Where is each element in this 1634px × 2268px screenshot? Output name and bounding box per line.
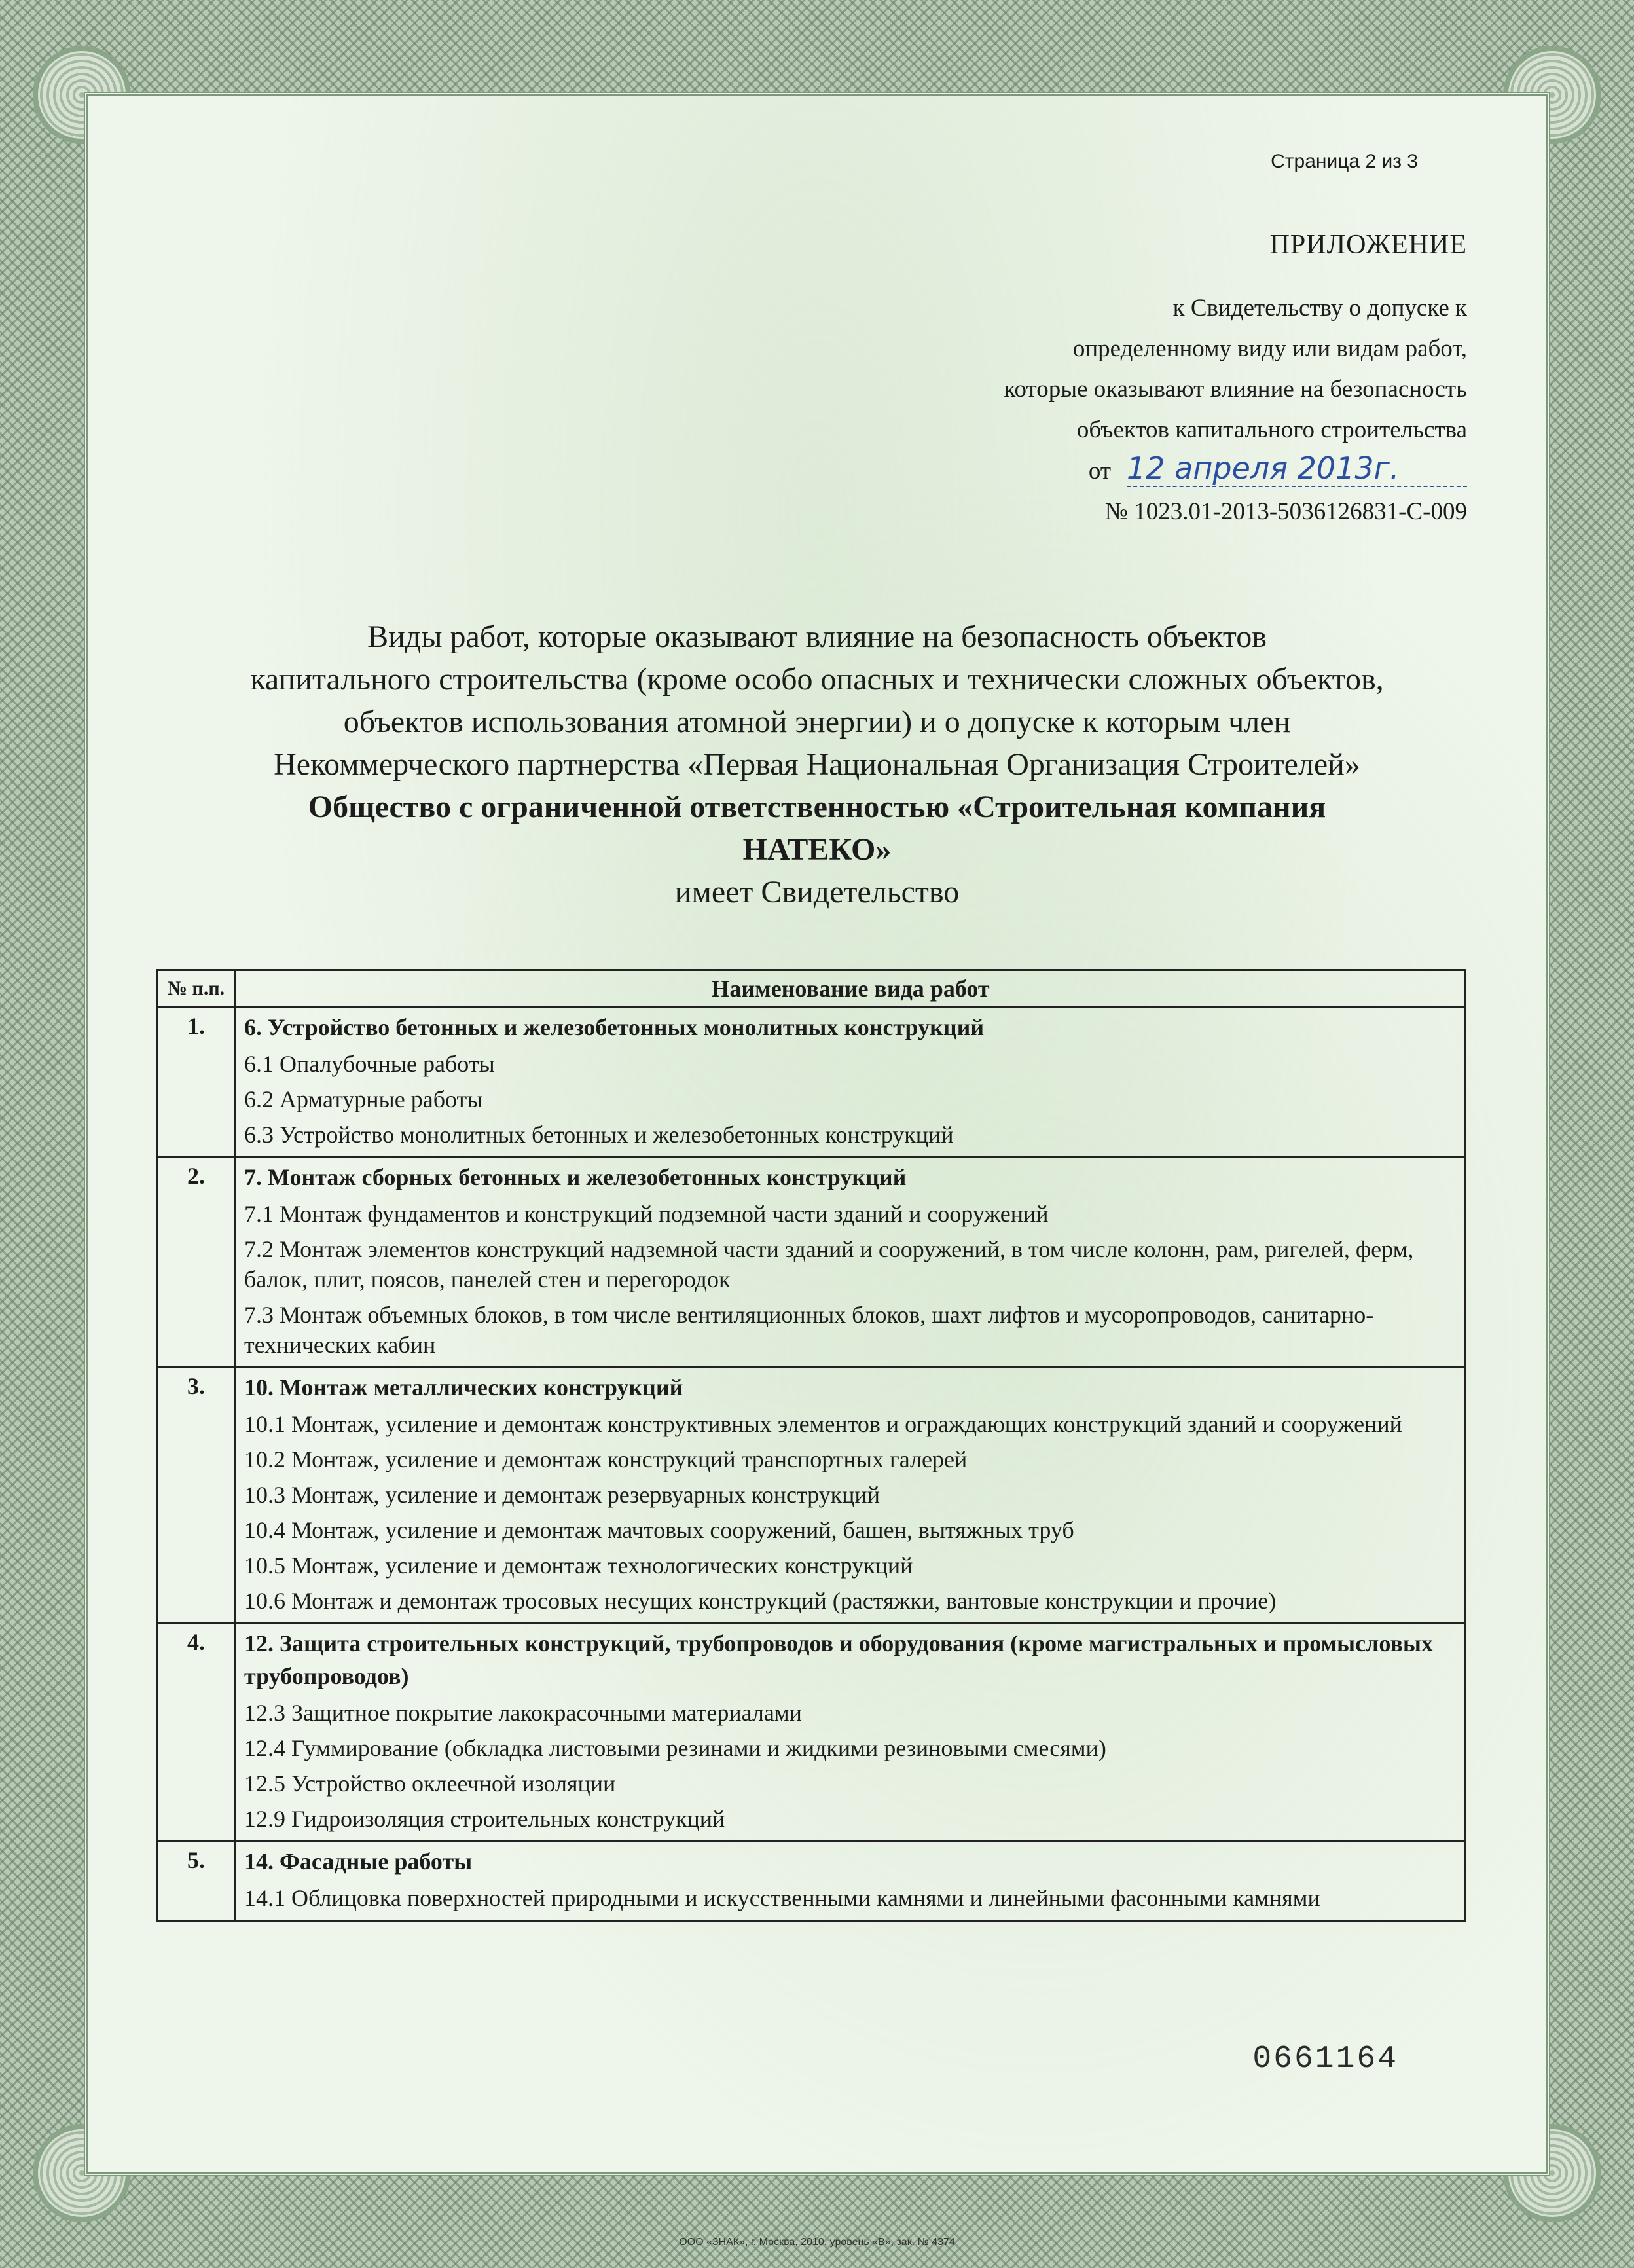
work-item: 6.2 Арматурные работы <box>244 1086 483 1112</box>
table-row <box>157 1368 1466 1624</box>
row-content <box>236 1368 1466 1624</box>
company-name-line2: НАТЕКО» <box>742 832 892 867</box>
works-table <box>156 969 1466 1922</box>
handwritten-date: 12 апреля 2013г. <box>1127 450 1467 487</box>
work-item: 12.4 Гуммирование (обкладка листовыми резинами и жидкими резиновыми смесями) <box>244 1735 1106 1761</box>
date-prefix: от <box>1088 458 1111 485</box>
row-number: 5. <box>157 1842 236 1921</box>
certificate-number: № 1023.01-2013-5036126831-С-009 <box>1104 498 1467 525</box>
work-group-title: 7. Монтаж сборных бетонных и железобетонных конструкций <box>244 1164 907 1190</box>
serial-number: 0661164 <box>1252 2041 1398 2077</box>
heading-line: объектов использования атомной энергии) и о допуске к которым член <box>343 704 1291 739</box>
table-row <box>157 1842 1466 1921</box>
col-header-number: № п.п. <box>157 970 236 1008</box>
appendix-line: которые оказывают влияние на безопасность <box>1004 376 1467 403</box>
col-header-work-name: Наименование вида работ <box>236 970 1466 1008</box>
work-item: 14.1 Облицовка поверхностей природными и искусственными камнями и линейными фасонными камнями <box>244 1885 1320 1911</box>
heading-suffix: имеет Свидетельство <box>674 875 960 909</box>
page-number: Страница 2 из 3 <box>1271 151 1418 172</box>
work-group-title: 12. Защита строительных конструкций, трубопроводов и оборудования (кроме магистральных и промысловых трубопроводов) <box>244 1630 1433 1689</box>
work-item: 12.5 Устройство оклеечной изоляции <box>244 1770 616 1797</box>
row-content <box>236 1008 1466 1158</box>
work-item: 12.9 Гидроизоляция строительных конструкций <box>244 1806 725 1832</box>
work-item: 10.5 Монтаж, усиление и демонтаж технологических конструкций <box>244 1552 913 1579</box>
work-item: 10.1 Монтаж, усиление и демонтаж конструктивных элементов и ограждающих конструкций зданий и сооружений <box>244 1411 1402 1437</box>
heading-line: капитального строительства (кроме особо опасных и технически сложных объектов, <box>250 662 1384 697</box>
work-item: 10.6 Монтаж и демонтаж тросовых несущих конструкций (растяжки, вантовые конструкции и прочие) <box>244 1588 1277 1614</box>
printer-imprint: ООО «ЗНАК», г. Москва, 2010, уровень «В», зак. № 4374 <box>679 2237 955 2248</box>
work-group-title: 10. Монтаж металлических конструкций <box>244 1374 683 1400</box>
work-item: 7.2 Монтаж элементов конструкций надземной части зданий и сооружений, в том числе колонн, рам, ригелей, ферм, балок, плит, поясов, панелей стен и перегородок <box>244 1236 1414 1292</box>
work-item: 7.1 Монтаж фундаментов и конструкций подземной части зданий и сооружений <box>244 1201 1049 1227</box>
appendix-line: объектов капитального строительства <box>1076 416 1467 443</box>
work-group-title: 6. Устройство бетонных и железобетонных монолитных конструкций <box>244 1014 985 1040</box>
work-item: 10.2 Монтаж, усиление и демонтаж конструкций транспортных галерей <box>244 1446 968 1472</box>
row-content <box>236 1158 1466 1368</box>
row-number: 1. <box>157 1008 236 1158</box>
appendix-date-line <box>616 450 1467 492</box>
row-number: 4. <box>157 1624 236 1842</box>
work-item: 10.3 Монтаж, усиление и демонтаж резервуарных конструкций <box>244 1482 880 1508</box>
work-item: 6.1 Опалубочные работы <box>244 1051 495 1077</box>
heading-line: Некоммерческого партнерства «Первая Национальная Организация Строителей» <box>274 747 1360 782</box>
table-header-row <box>157 970 1466 1008</box>
appendix-line: к Свидетельству о допуске к <box>1172 295 1467 321</box>
row-content <box>236 1624 1466 1842</box>
work-group-title: 14. Фасадные работы <box>244 1848 473 1875</box>
work-item: 12.3 Защитное покрытие лакокрасочными материалами <box>244 1700 802 1726</box>
company-name-line1: Общество с ограниченной ответственностью «Строительная компания <box>308 790 1326 824</box>
appendix-line: определенному виду или видам работ, <box>1072 335 1467 362</box>
table-row <box>157 1624 1466 1842</box>
work-item: 10.4 Монтаж, усиление и демонтаж мачтовых сооружений, башен, вытяжных труб <box>244 1517 1074 1543</box>
table-row <box>157 1008 1466 1158</box>
work-item: 7.3 Монтаж объемных блоков, в том числе вентиляционных блоков, шахт лифтов и мусоропроводов, санитарно-технических кабин <box>244 1302 1374 1358</box>
row-number: 2. <box>157 1158 236 1368</box>
appendix-title: ПРИЛОЖЕНИЕ <box>1269 230 1467 260</box>
heading-line: Виды работ, которые оказывают влияние на безопасность объектов <box>367 619 1267 654</box>
row-content <box>236 1842 1466 1921</box>
table-row <box>157 1158 1466 1368</box>
row-number: 3. <box>157 1368 236 1624</box>
appendix-block <box>616 288 1467 532</box>
document-heading <box>170 615 1464 913</box>
work-item: 6.3 Устройство монолитных бетонных и железобетонных конструкций <box>244 1122 954 1148</box>
